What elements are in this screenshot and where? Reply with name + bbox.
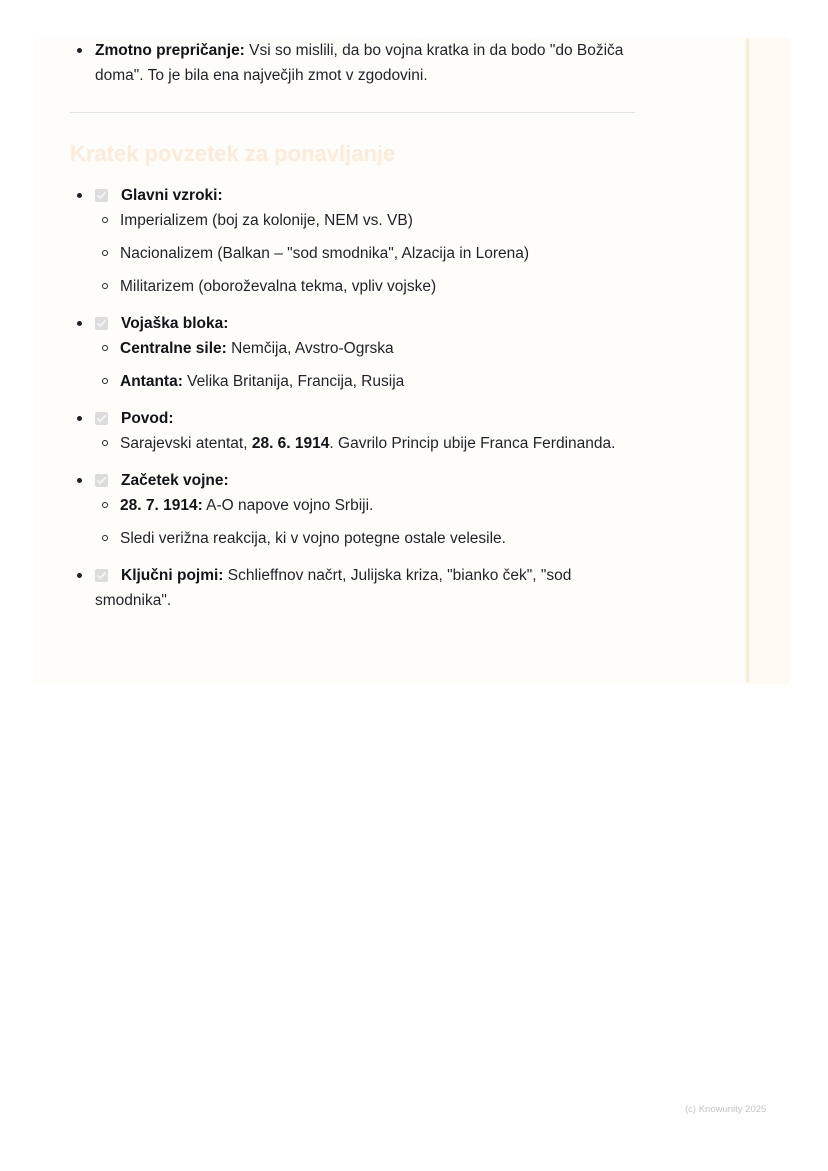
side-panel <box>749 38 790 684</box>
summary-list <box>70 183 635 613</box>
sub-item: Antanta: Velika Britanija, Francija, Rusija <box>95 369 635 394</box>
item-label: Zmotno prepričanje: <box>95 42 245 59</box>
item-label: Vojaška bloka: <box>121 315 229 332</box>
sub-item: Militarizem (oboroževalna tekma, vpliv vojske) <box>95 274 635 299</box>
summary-item-key-terms <box>70 563 635 613</box>
checkbox-checked-icon[interactable] <box>95 317 108 330</box>
item-label: Povod: <box>121 410 174 427</box>
sub-item: Sledi verižna reakcija, ki v vojno potegne ostale velesile. <box>95 526 635 551</box>
summary-item-causes <box>70 183 635 299</box>
sub-item: Centralne sile: Nemčija, Avstro-Ogrska <box>95 336 635 361</box>
copyright-footer: (c) Knowunity 2025 <box>685 1104 767 1115</box>
list-item-misconception <box>70 38 635 88</box>
summary-item-trigger <box>70 406 635 456</box>
item-text: Schlieffnov načrt, Julijska kriza, "bianko ček", "sod smodnika". <box>95 567 572 609</box>
checkbox-checked-icon[interactable] <box>95 412 108 425</box>
sub-item: Sarajevski atentat, 28. 6. 1914. Gavrilo Princip ubije Franca Ferdinanda. <box>95 431 635 456</box>
summary-item-war-start <box>70 468 635 551</box>
checkbox-checked-icon[interactable] <box>95 474 108 487</box>
sub-item: Imperializem (boj za kolonije, NEM vs. VB) <box>95 208 635 233</box>
summary-item-blocs <box>70 311 635 394</box>
item-label: Začetek vojne: <box>121 472 229 489</box>
item-text: Vsi so mislili, da bo vojna kratka in da bodo "do Božiča doma". To je bila ena največjih zmot v zgodovini. <box>95 42 624 84</box>
checkbox-checked-icon[interactable] <box>95 569 108 582</box>
item-label: Ključni pojmi: <box>121 567 224 584</box>
section-title: Kratek povzetek za ponavljanje <box>70 141 396 166</box>
sub-item: 28. 7. 1914: A-O napove vojno Srbiji. <box>95 493 635 518</box>
document-content <box>70 38 635 625</box>
section-divider <box>70 112 635 113</box>
sub-item: Nacionalizem (Balkan – "sod smodnika", Alzacija in Lorena) <box>95 241 635 266</box>
item-label: Glavni vzroki: <box>121 187 223 204</box>
checkbox-checked-icon[interactable] <box>95 189 108 202</box>
